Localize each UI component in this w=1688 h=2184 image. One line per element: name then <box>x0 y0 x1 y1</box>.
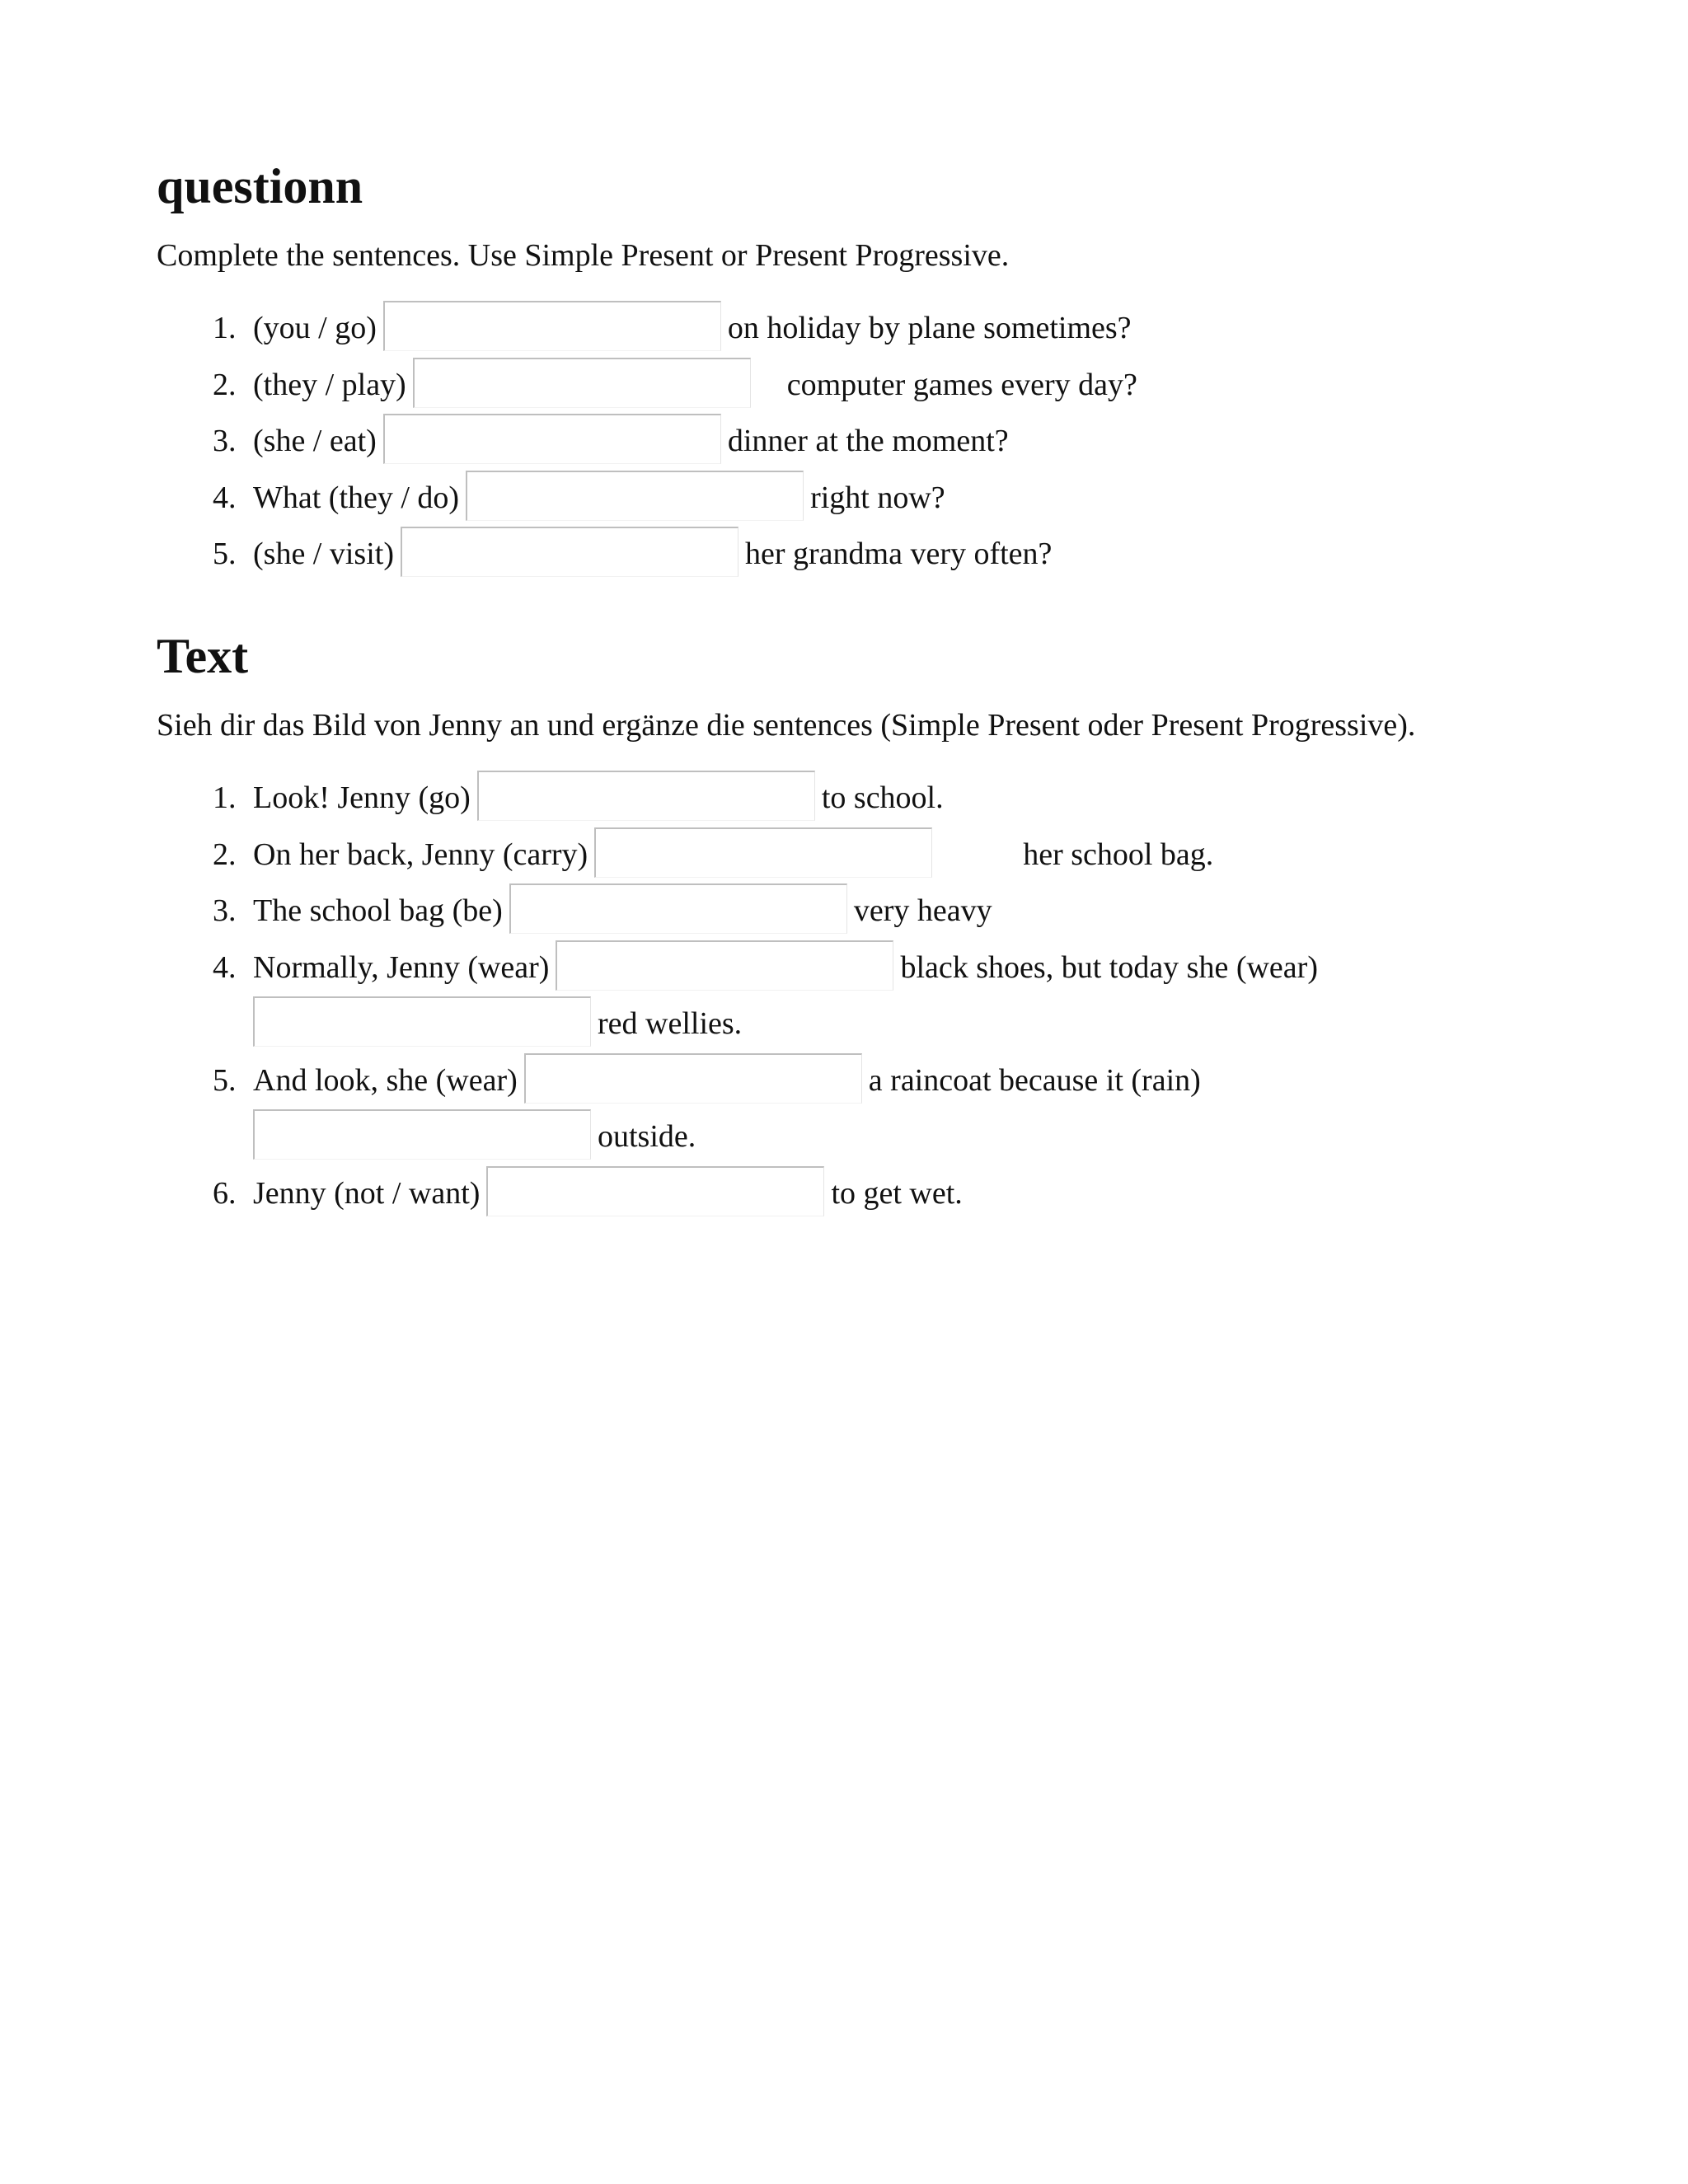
item-number: 1. <box>213 311 237 345</box>
answer-input[interactable] <box>486 1166 824 1216</box>
item-number: 4. <box>213 949 237 985</box>
answer-input[interactable] <box>383 414 721 464</box>
list-item <box>157 413 1558 470</box>
list-item <box>157 883 1558 940</box>
item-number: 3. <box>213 424 237 458</box>
item-prompt: Look! Jenny (go) <box>253 780 471 815</box>
item-continuation: very heavy <box>853 893 992 928</box>
item-number: 1. <box>213 780 237 815</box>
item-continuation: outside. <box>598 1119 696 1154</box>
item-number: 6. <box>213 1175 237 1211</box>
item-number: 5. <box>213 537 237 571</box>
list-item <box>157 940 1558 1052</box>
item-prompt: What (they / do) <box>253 480 460 515</box>
answer-input[interactable] <box>524 1053 862 1104</box>
item-prompt: Normally, Jenny (wear) <box>253 949 550 985</box>
item-prompt: The school bag (be) <box>253 893 503 928</box>
list-item <box>157 300 1558 357</box>
item-number: 5. <box>213 1062 237 1098</box>
answer-input[interactable] <box>594 827 932 878</box>
section2-instructions: Sieh dir das Bild von Jenny an und ergänze die sentences (Simple Present oder Present Progressive). <box>157 708 1416 743</box>
item-wrap-line <box>253 996 1558 1052</box>
answer-input[interactable] <box>413 358 751 408</box>
item-prompt: (they / play) <box>253 367 406 402</box>
section1-instructions: Complete the sentences. Use Simple Present or Present Progressive. <box>157 238 1010 273</box>
list-item <box>157 526 1558 583</box>
answer-input[interactable] <box>477 771 815 821</box>
item-continuation: her grandma very often? <box>744 537 1053 571</box>
list-item <box>157 770 1558 827</box>
item-prompt: Jenny (not / want) <box>253 1175 481 1211</box>
list-item <box>157 470 1558 527</box>
answer-input[interactable] <box>253 1109 591 1160</box>
list-item <box>157 1165 1558 1222</box>
item-prompt: (you / go) <box>253 311 377 345</box>
answer-input[interactable] <box>401 527 738 577</box>
item-continuation: on holiday by plane sometimes? <box>727 311 1132 345</box>
item-prompt: And look, she (wear) <box>253 1062 518 1098</box>
item-continuation: her school bag. <box>1023 837 1214 872</box>
answer-input[interactable] <box>383 301 721 351</box>
list-item <box>157 1052 1558 1165</box>
item-continuation: red wellies. <box>598 1006 743 1041</box>
item-continuation: dinner at the moment? <box>727 424 1009 458</box>
item-number: 2. <box>213 837 237 872</box>
item-continuation: to school. <box>821 780 944 815</box>
item-continuation: to get wet. <box>831 1175 963 1211</box>
item-prompt: (she / eat) <box>253 424 377 458</box>
item-continuation: computer games every day? <box>786 367 1137 402</box>
section2-title: Text <box>157 629 249 683</box>
item-prompt: On her back, Jenny (carry) <box>253 837 588 872</box>
item-number: 3. <box>213 893 237 928</box>
answer-input[interactable] <box>466 471 804 521</box>
section1-title: questionn <box>157 159 363 213</box>
list-item <box>157 827 1558 883</box>
section2-exercise-list <box>157 770 1558 1221</box>
item-wrap-line <box>253 1108 1558 1165</box>
item-number: 2. <box>213 367 237 402</box>
item-continuation: black shoes, but today she (wear) <box>900 949 1318 985</box>
list-item <box>157 357 1558 414</box>
item-prompt: (she / visit) <box>253 537 394 571</box>
answer-input[interactable] <box>556 940 893 991</box>
answer-input[interactable] <box>509 883 847 934</box>
section1-exercise-list <box>157 300 1558 583</box>
item-continuation: right now? <box>810 480 945 515</box>
item-continuation: a raincoat because it (rain) <box>868 1062 1201 1098</box>
item-number: 4. <box>213 480 237 515</box>
answer-input[interactable] <box>253 996 591 1047</box>
